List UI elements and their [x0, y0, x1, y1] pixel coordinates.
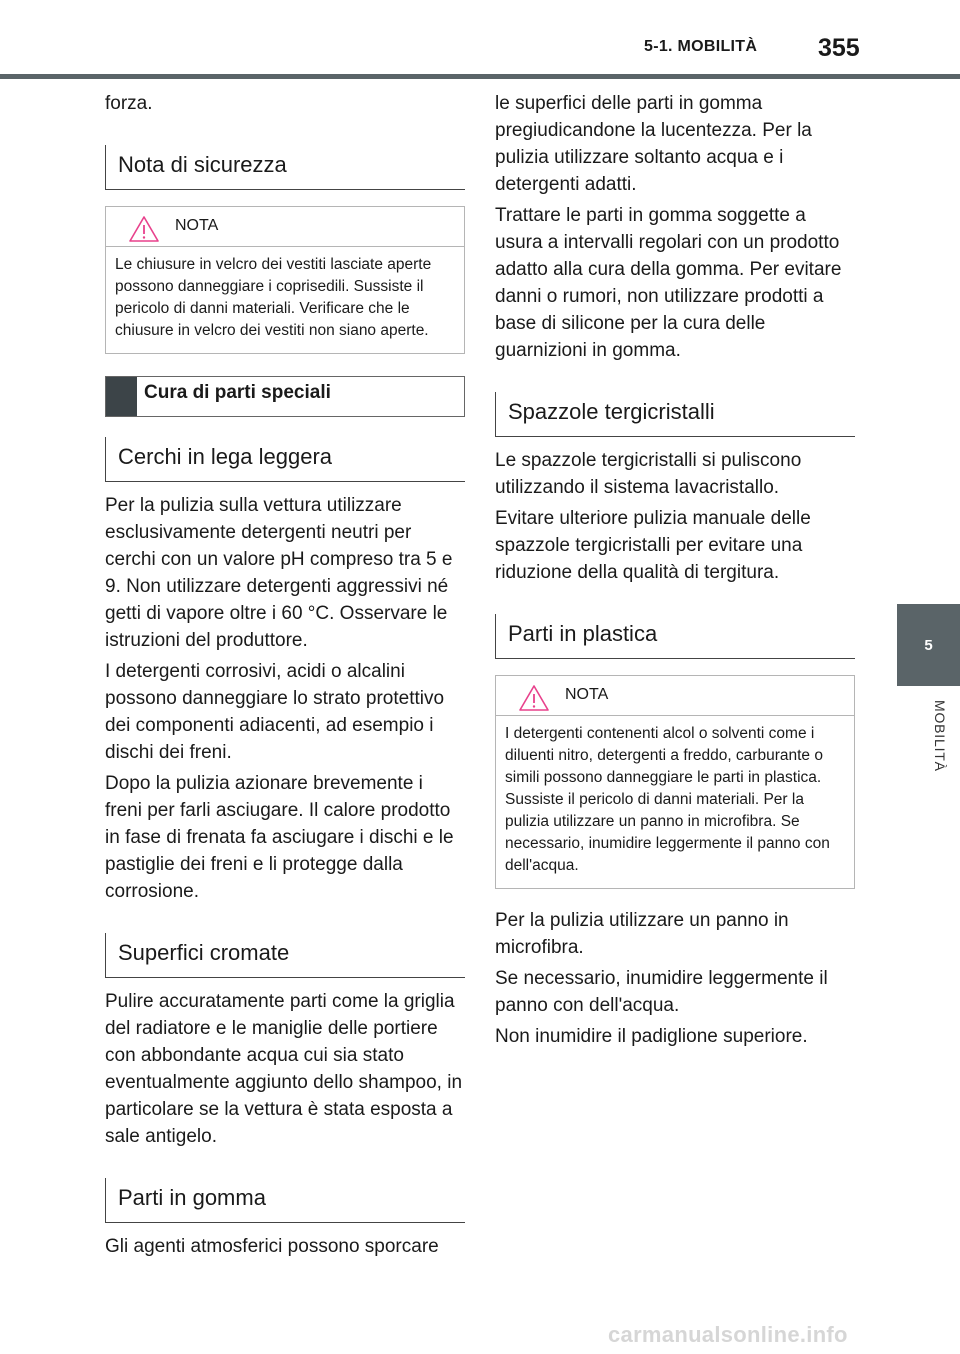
- rubber-paragraph-1: Gli agenti atmosferici possono sporcare: [105, 1236, 439, 1257]
- section-title: 5-1. MOBILITÀ: [644, 38, 758, 55]
- left-column: [105, 90, 465, 1264]
- section-heading-block: [106, 377, 137, 416]
- rubber-heading: Parti in gomma: [105, 1178, 465, 1223]
- wiper-heading: Spazzole tergicristalli: [495, 392, 855, 437]
- note-header: [106, 207, 464, 247]
- chapter-number: 5: [924, 636, 933, 654]
- section-heading: [105, 376, 465, 417]
- rubber-paragraph-1-continued: le superfici delle parti in gomma pregiudicandone la lucentezza. Per la pulizia utilizzare soltanto acqua e i detergenti adatti.: [495, 93, 812, 195]
- alloy-paragraph-2: I detergenti corrosivi, acidi o alcalini possono danneggiare lo strato protettivo dei componenti adiacenti, ad esempio i dischi dei freni.: [105, 661, 445, 763]
- note-text: Le chiusure in velcro dei vestiti lasciate aperte possono danneggiare i coprisedili. Sussiste il pericolo di danni materiali. Verificare che le chiusure in velcro dei vestiti non siano aperte.: [115, 256, 432, 339]
- note-header: [496, 676, 854, 716]
- plastic-paragraph-3: Non inumidire il padiglione superiore.: [495, 1026, 808, 1047]
- chapter-label: MOBILITÀ: [932, 700, 948, 772]
- wiper-paragraph-1: Le spazzole tergicristalli si puliscono utilizzando il sistema lavacristallo.: [495, 450, 802, 498]
- section-heading-text: Cura di parti speciali: [144, 382, 331, 403]
- note-label: NOTA: [565, 686, 609, 703]
- chrome-heading: Superfici cromate: [105, 933, 465, 978]
- page-number: 355: [818, 34, 860, 62]
- warning-triangle-icon: [518, 684, 550, 712]
- chapter-tab: [897, 604, 960, 686]
- note-text: I detergenti contenenti alcol o solventi come i diluenti nitro, detergenti a freddo, carburante o simili possono danneggiare le parti in plastica. Sussiste il pericolo di danni materiali. Per la pulizia utilizzare un panno in microfibra. Se necessario, inumidire leggermente il panno con dell'acqua.: [505, 725, 830, 874]
- alloy-paragraph-3: Dopo la pulizia azionare brevemente i freni per farli asciugare. Il calore prodotto in fase di frenata fa asciugare i dischi e le pastiglie dei freni e li protegge dalla corrosione.: [105, 773, 454, 902]
- right-column: [495, 90, 855, 1054]
- plastic-paragraph-2: Se necessario, inumidire leggermente il panno con dell'acqua.: [495, 968, 828, 1016]
- alloy-paragraph-1: Per la pulizia sulla vettura utilizzare esclusivamente detergenti neutri per cerchi con un valore pH compreso tra 5 e 9. Non utilizzare detergenti aggressivi né getti di vapore oltre i 60 °C. Osservare le istruzioni del produttore.: [105, 495, 453, 651]
- wiper-paragraph-2: Evitare ulteriore pulizia manuale delle spazzole tergicristalli per evitare una riduzione della qualità di tergitura.: [495, 508, 811, 583]
- plastic-paragraph-1: Per la pulizia utilizzare un panno in microfibra.: [495, 910, 789, 958]
- warning-triangle-icon: [128, 215, 160, 243]
- plastic-heading: Parti in plastica: [495, 614, 855, 659]
- intro-text: forza.: [105, 93, 153, 114]
- note-box: [105, 206, 465, 354]
- safety-heading: Nota di sicurezza: [105, 145, 465, 190]
- header-rule: [0, 74, 960, 79]
- rubber-paragraph-2: Trattare le parti in gomma soggette a usura a intervalli regolari con un prodotto adatto alla cura della gomma. Per evitare danni o rumori, non utilizzare prodotti a base di silicone per la cura delle guarnizioni in gomma.: [495, 205, 842, 361]
- watermark: carmanualsonline.info: [608, 1322, 848, 1347]
- note-box: [495, 675, 855, 889]
- note-label: NOTA: [175, 217, 219, 234]
- alloy-heading: Cerchi in lega leggera: [105, 437, 465, 482]
- chrome-paragraph-1: Pulire accuratamente parti come la griglia del radiatore e le maniglie delle portiere con abbondante acqua cui sia stato eventualmente aggiunto dello shampoo, in particolare se la vettura è stata esposta a sale antigelo.: [105, 991, 463, 1147]
